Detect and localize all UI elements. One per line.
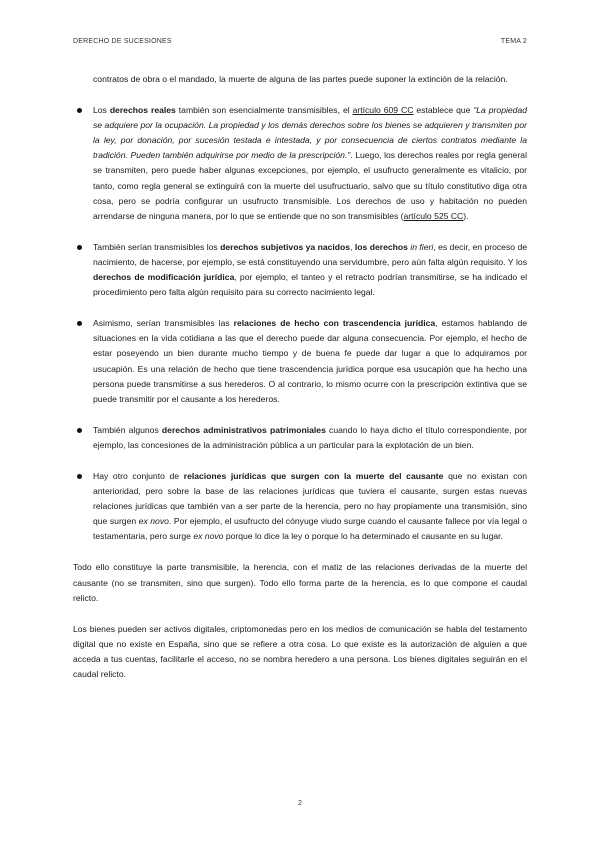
text-run: , por ejemplo, el tanteo y el retracto podrían transmitirse, se ha indicado el procedimiento pero falta algún requisito para su correcto nacimiento legal.	[93, 272, 528, 298]
article-reference: artículo 609 CC	[352, 105, 414, 116]
bold-term: derechos subjetivos ya nacidos	[220, 241, 351, 252]
bullet-item	[73, 469, 527, 544]
bullet-dot-icon	[77, 245, 82, 250]
page-number: 2	[298, 800, 302, 807]
bullet-list	[73, 72, 527, 544]
text-run: porque lo dice la ley o porque lo ha determinado el causante en su lugar.	[223, 531, 503, 542]
text-run: ).	[463, 210, 469, 221]
italic-text: “La propiedad se adquiere por la ocupación. La propiedad y los demás derechos sobre los bienes se adquieren y transmiten por la ley, por donación, por sucesión testada e intestada, y por consecuencia de ciertos contratos mediante la tradición. Pueden también adquirirse por medio de la prescripción.”	[93, 105, 528, 161]
document-body	[73, 72, 527, 698]
text-run: ,	[350, 241, 355, 252]
text-run: Hay otro conjunto de	[93, 470, 184, 481]
bullet-dot-icon	[77, 321, 82, 326]
italic-text: ex novo	[138, 516, 169, 527]
text-run: , estamos hablando de situaciones en la vida cotidiana a las que el derecho puede dar alguna consecuencia. Por ejemplo, el hecho de estar poseyendo un bien durante mucho tiempo y de buena fe puede dar lugar a que lo adquiramos por usucapión. Es una relación de hecho que tiene trascendencia jurídica porque esa usucapión que ha hecho una persona puede transmitirse a sus herederos. O al contrario, lo mismo ocurre con la prescripción extintiva que se puede transmitir por el causante a los herederos.	[93, 318, 528, 404]
bold-term: derechos de modificación jurídica	[93, 272, 235, 283]
text-run: . Luego, los derechos reales por regla general se transmiten, pero puede haber algunas excepciones, por ejemplo, el usufructo generalmente es vitalicio, por tanto, como regla general se extinguirá con la muerte del usufructuario, salvo que su título constitutivo diga otra cosa, pero se podría configurar un usufructo transmisible. Los derechos de uso y habitación no pueden arrendarse de ninguna manera, por lo que se entiende que no son transmisibles (	[93, 150, 527, 221]
text-run: cuando lo haya dicho el título correspondiente, por ejemplo, las concesiones de la administración pública a un particular para la explotación de un bien.	[93, 424, 527, 450]
bold-term: los derechos	[354, 241, 411, 252]
bold-term: relaciones jurídicas que surgen con la muerte del causante	[183, 470, 444, 481]
running-header-left: DERECHO DE SUCESIONES	[73, 38, 172, 45]
bullet-item	[73, 316, 527, 407]
text-run: Asimismo, serían transmisibles las	[93, 318, 234, 329]
text-run: también son esencialmente transmisibles, el	[175, 105, 353, 116]
bold-term: derechos administrativos patrimoniales	[161, 424, 326, 435]
bold-term: relaciones de hecho con trascendencia jurídica	[233, 318, 436, 329]
bullet-dot-icon	[77, 474, 82, 479]
bullet-item	[73, 103, 527, 224]
running-header-right: TEMA 2	[500, 38, 527, 45]
text-run: que no existan con anterioridad, pero sobre la base de las relaciones jurídicas que tuviera el causante, surgen estas nuevas relaciones jurídicas que también van a ser parte de la herencia, pero no hay propiamente una transmisión, sino que surgen	[93, 470, 527, 527]
bullet-continuation	[73, 72, 527, 87]
text-run: Los	[93, 105, 110, 116]
text-run: contratos de obra o el mandado, la muerte de alguna de las partes puede suponer la extinción de la relación.	[93, 74, 508, 84]
text-run: También algunos	[93, 424, 162, 435]
italic-text: ex novo	[193, 531, 224, 542]
article-reference: artículo 525 CC	[403, 210, 464, 221]
bullet-dot-icon	[77, 428, 82, 433]
text-run: , es decir, en proceso de nacimiento, de hacerse, por ejemplo, se está constituyendo una servidumbre, pero aún falta algún requisito. Y los	[93, 241, 527, 267]
italic-text: in fieri	[410, 241, 434, 252]
bullet-item	[73, 423, 527, 453]
bullet-item	[73, 240, 527, 300]
body-paragraph: Todo ello constituye la parte transmisible, la herencia, con el matiz de las relaciones derivadas de la muerte del causante (no se transmiten, sino que surgen). Todo ello forma parte de la herencia, es lo que compone el caudal relicto.	[73, 562, 527, 603]
text-run: También serían transmisibles los	[93, 241, 221, 252]
bold-term: derechos reales	[109, 105, 176, 116]
text-run: . Por ejemplo, el usufructo del cónyuge viudo surge cuando el causante fallece por vía legal o testamentaria, pero surge	[93, 516, 527, 542]
body-paragraph: Los bienes pueden ser activos digitales, criptomonedas pero en los medios de comunicación se habla del testamento digital que no existe en España, sino que se refiere a otra cosa. Lo que existe es la autorización de alguien a que acceda a tus cuentas, facilitarle el acceso, no se nombra heredero a una persona. Los bienes digitales seguirán en el caudal relicto.	[73, 623, 527, 679]
bullet-dot-icon	[77, 108, 82, 113]
text-run: establece que	[413, 105, 474, 116]
